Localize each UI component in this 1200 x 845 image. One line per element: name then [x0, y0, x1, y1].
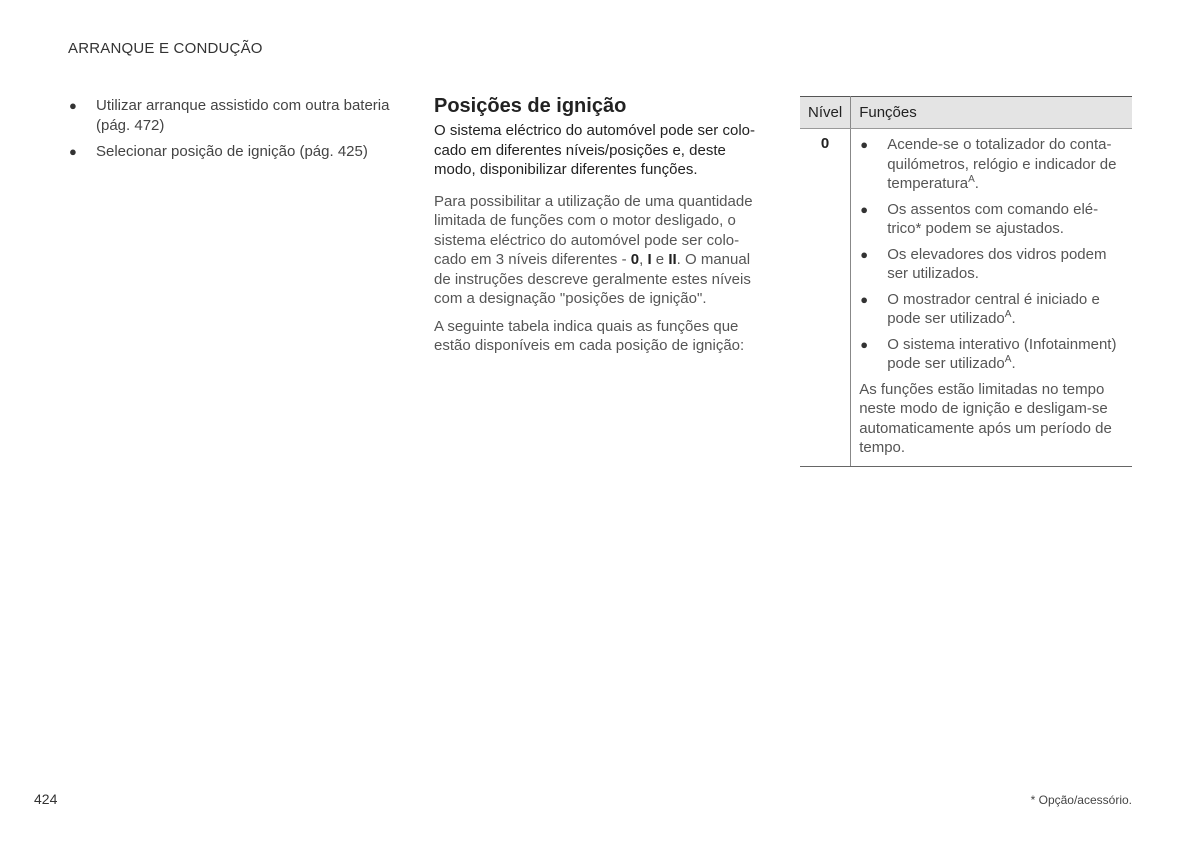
- list-item[interactable]: [68, 142, 398, 162]
- function-text: O mostrador central é iniciado e pode ser utilizado: [887, 290, 1100, 327]
- body-paragraph: A seguinte tabela indica quais as funções que estão disponíveis em cada posição de ignição:: [434, 317, 745, 354]
- page-number: 424: [34, 791, 58, 807]
- level-i-text: I: [647, 251, 652, 268]
- list-item: [859, 290, 1124, 329]
- bullet-icon: ●: [860, 137, 869, 152]
- table-header-row: [800, 97, 1132, 129]
- list-item: [859, 135, 1124, 194]
- table-note: As funções estão limitadas no tempo neste modo de ignição e desligam-se automaticamente após um período de tempo.: [859, 380, 1112, 456]
- related-links-column: [68, 96, 398, 168]
- bullet-icon: ●: [69, 98, 77, 113]
- functions-cell: [851, 129, 1132, 467]
- body-paragraph: [434, 192, 764, 309]
- ignition-levels-table: [800, 96, 1132, 467]
- function-text: Acende-se o totalizador do conta-quilómetros, relógio e indicador de temperatura: [887, 136, 1117, 192]
- bullet-icon: ●: [69, 144, 77, 159]
- sentence-end: .: [1011, 355, 1016, 372]
- level-ii-text: II: [668, 251, 677, 268]
- footnote-marker: A: [1004, 354, 1012, 365]
- functions-list: [859, 135, 1124, 374]
- footnote-marker: A: [1004, 309, 1012, 320]
- para1-end: . O manual de instruções descreve geralmente estes níveis com a designação "posições de ignição".: [434, 251, 751, 307]
- table-column: [800, 96, 1132, 467]
- function-text: Os assentos com comando elétrico* podem se ajustados.: [887, 200, 1099, 237]
- table-row: [800, 129, 1132, 467]
- para1-start: Para possibilitar a utilização de uma quantidade limitada de funções com o motor desligado, o sistema eléctrico do automóvel pode ser colocado em 3 níveis diferentes -: [434, 192, 753, 268]
- footnote: * Opção/acessório.: [1030, 793, 1132, 807]
- list-item: [859, 245, 1124, 284]
- page-title: Posições de ignição: [434, 95, 627, 117]
- function-text: O sistema interativo (Infotainment) pode ser utilizado: [887, 335, 1117, 372]
- related-links-list: [68, 96, 398, 162]
- list-item: [859, 200, 1124, 239]
- section-header: ARRANQUE E CONDUÇÃO: [68, 40, 263, 57]
- level-0-text: 0: [630, 251, 640, 268]
- bullet-icon: ●: [860, 336, 869, 352]
- function-text: Os elevadores dos vidros podem ser utilizados.: [887, 245, 1107, 282]
- column-header-functions: Funções: [851, 97, 1132, 129]
- sentence-end: .: [1011, 310, 1016, 327]
- column-header-level: Nível: [800, 97, 851, 129]
- sentence-end: .: [974, 175, 979, 192]
- bullet-icon: ●: [860, 291, 869, 307]
- bullet-icon: ●: [860, 201, 869, 217]
- link-select-ignition[interactable]: Selecionar posição de ignição (pág. 425): [96, 143, 368, 160]
- link-assisted-start[interactable]: Utilizar arranque assistido com outra bateria (pág. 472): [96, 97, 390, 134]
- level-cell: 0: [800, 129, 851, 467]
- bullet-icon: ●: [860, 246, 869, 262]
- separator-text: e: [651, 251, 669, 268]
- footnote-marker: A: [968, 174, 975, 185]
- list-item: [859, 335, 1124, 374]
- separator-text: ,: [639, 251, 648, 268]
- lead-paragraph: O sistema eléctrico do automóvel pode ser colocado em diferentes níveis/posições e, deste modo, disponibilizar diferentes funções.: [434, 122, 755, 178]
- article-column: [434, 94, 764, 364]
- list-item[interactable]: [68, 96, 398, 136]
